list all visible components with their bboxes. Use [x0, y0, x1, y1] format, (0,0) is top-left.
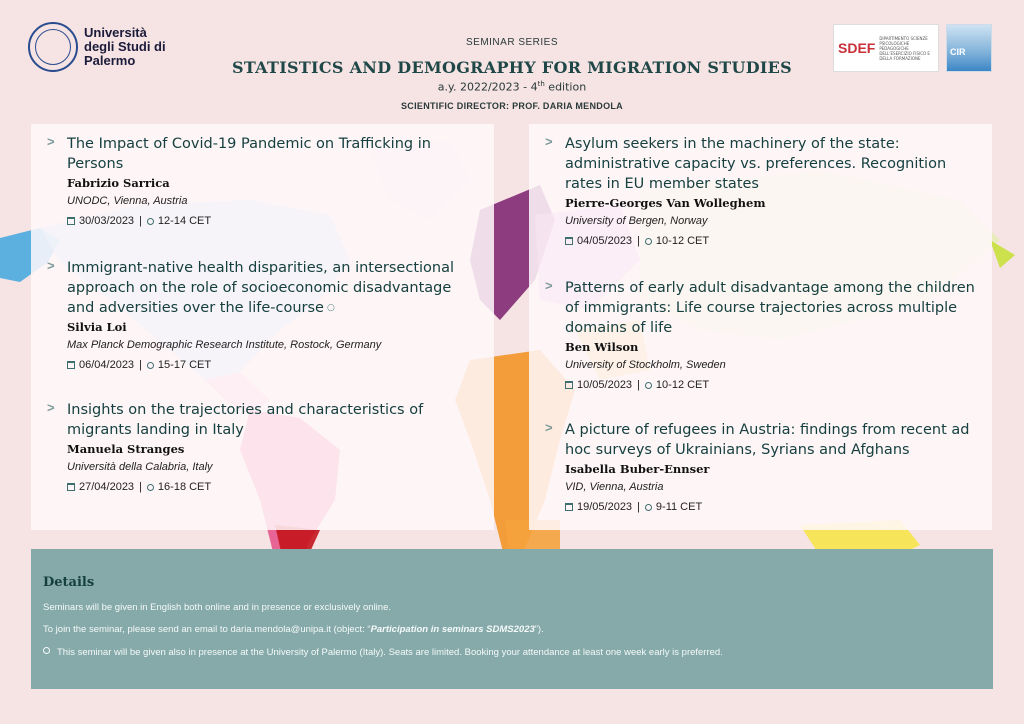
- seminar-datetime: [67, 357, 477, 373]
- seminar-speaker: Manuela Stranges: [67, 442, 185, 456]
- seminar-item: [47, 400, 477, 495]
- edition-word: edition: [544, 80, 587, 94]
- seminar-title-text: Immigrant-native health disparities, an intersectional approach on the role of socioeconomic disadvantage and adversities over the life-course: [67, 260, 455, 316]
- seminar-affiliation: University of Stockholm, Sweden: [565, 359, 726, 371]
- seminar-time: 12-14 CET: [157, 215, 212, 227]
- clock-icon: [645, 382, 652, 389]
- cir-logo: CIR: [946, 24, 992, 72]
- in-presence-icon: ○: [326, 303, 335, 313]
- scientific-director: SCIENTIFIC DIRECTOR: PROF. DARIA MENDOLA: [400, 101, 623, 111]
- seminar-time: 16-18 CET: [157, 481, 212, 493]
- arrow-bullet-icon: >: [545, 278, 553, 293]
- calendar-icon: [565, 381, 573, 389]
- calendar-icon: [67, 361, 75, 369]
- separator: |: [139, 359, 142, 371]
- clock-icon: [147, 218, 154, 225]
- page-title: STATISTICS AND DEMOGRAPHY FOR MIGRATION STUDIES: [231, 58, 793, 77]
- seminar-date: 19/05/2023: [577, 501, 633, 513]
- seminar-datetime: [565, 377, 975, 393]
- edition-suffix: th: [537, 80, 545, 88]
- seminar-item: [47, 134, 477, 229]
- seminar-date: 30/03/2023: [79, 215, 135, 227]
- in-presence-icon: [43, 647, 50, 654]
- academic-year-text: a.y. 2022/2023 - 4: [437, 80, 538, 94]
- details-language-line: Seminars will be given in English both online and in presence or exclusively online.: [43, 602, 392, 613]
- seminar-time: 10-12 CET: [655, 379, 710, 391]
- seminar-title: A picture of refugees in Austria: findings from recent ad hoc surveys of Ukrainians, Syrians and Afghans: [565, 422, 970, 458]
- separator: |: [139, 481, 142, 493]
- details-title: Details: [43, 575, 95, 590]
- seminar-title: Patterns of early adult disadvantage among the children of immigrants: Life course trajectories across multiple domains of life: [565, 280, 975, 336]
- seminar-speaker: Pierre-Georges Van Wolleghem: [565, 196, 766, 210]
- seminar-item: [545, 278, 975, 393]
- seminar-speaker: Silvia Loi: [67, 320, 127, 334]
- details-join-prefix: To join the seminar, please send an email to daria.mendola@unipa.it (object: “: [43, 624, 371, 635]
- seminar-item: [545, 420, 975, 515]
- separator: |: [637, 379, 640, 391]
- arrow-bullet-icon: >: [545, 420, 553, 435]
- seminar-affiliation: Max Planck Demographic Research Institute, Rostock, Germany: [67, 339, 382, 351]
- details-email-subject: Participation in seminars SDMS2023: [370, 624, 535, 635]
- clock-icon: [147, 362, 154, 369]
- seminar-time: 15-17 CET: [157, 359, 212, 371]
- arrow-bullet-icon: >: [545, 134, 553, 149]
- map-far-east-tip: [990, 240, 1015, 268]
- clock-icon: [645, 504, 652, 511]
- seminar-affiliation: UNODC, Vienna, Austria: [67, 195, 188, 207]
- arrow-bullet-icon: >: [47, 400, 55, 415]
- seminar-date: 27/04/2023: [79, 481, 135, 493]
- seminar-item: [545, 134, 975, 249]
- seminar-time: 9-11 CET: [655, 501, 703, 513]
- seminar-title: Asylum seekers in the machinery of the state: administrative capacity vs. preferences. Recognition rates in EU member states: [565, 136, 947, 192]
- seminar-affiliation: Università della Calabria, Italy: [67, 461, 213, 473]
- seminar-speaker: Isabella Buber-Ennser: [565, 462, 710, 476]
- seminar-affiliation: University of Bergen, Norway: [565, 215, 708, 227]
- separator: |: [139, 215, 142, 227]
- academic-year: [0, 80, 1024, 94]
- seminar-date: 04/05/2023: [577, 235, 633, 247]
- series-label: SEMINAR SERIES: [465, 37, 559, 48]
- seminar-item: [47, 258, 477, 373]
- sdef-logo-mark: SDEF: [838, 40, 876, 56]
- seminars-panel-right: [529, 124, 992, 530]
- separator: |: [637, 501, 640, 513]
- sdef-logo-text: DIPARTIMENTO SCIENZE PSICOLOGICHE PEDAGOGICHE DELL'ESERCIZIO FISICO E DELLA FORMAZIONE: [879, 35, 930, 61]
- details-join-line: [43, 624, 981, 635]
- seminar-date: 06/04/2023: [79, 359, 135, 371]
- details-presence-text: This seminar will be given also in presence at the University of Palermo (Italy). Seats are limited. Booking your attendance at least one week early is preferred.: [57, 647, 723, 658]
- arrow-bullet-icon: >: [47, 258, 55, 273]
- seminar-date: 10/05/2023: [577, 379, 633, 391]
- calendar-icon: [565, 237, 573, 245]
- seminar-speaker: Fabrizio Sarrica: [67, 176, 170, 190]
- seminar-affiliation: VID, Vienna, Austria: [565, 481, 664, 493]
- details-join-suffix: ”).: [534, 624, 544, 635]
- calendar-icon: [565, 503, 573, 511]
- university-name: Università degli Studi di Palermo: [84, 25, 166, 68]
- seminar-datetime: [67, 479, 477, 495]
- seminar-datetime: [67, 213, 477, 229]
- seminar-title: Insights on the trajectories and characteristics of migrants landing in Italy: [67, 402, 424, 438]
- arrow-bullet-icon: >: [47, 134, 55, 149]
- details-box: [31, 549, 993, 689]
- calendar-icon: [67, 217, 75, 225]
- seminar-title: [67, 258, 477, 318]
- seminar-datetime: [565, 499, 975, 515]
- seminar-datetime: [565, 233, 975, 249]
- seminar-speaker: Ben Wilson: [565, 340, 639, 354]
- clock-icon: [147, 484, 154, 491]
- separator: |: [637, 235, 640, 247]
- seminar-title: The Impact of Covid-19 Pandemic on Trafficking in Persons: [67, 136, 431, 172]
- sdef-department-logo: [833, 24, 939, 72]
- details-presence-note: [43, 647, 981, 658]
- clock-icon: [645, 238, 652, 245]
- seminars-panel-left: [31, 124, 494, 530]
- seminar-time: 10-12 CET: [655, 235, 710, 247]
- calendar-icon: [67, 483, 75, 491]
